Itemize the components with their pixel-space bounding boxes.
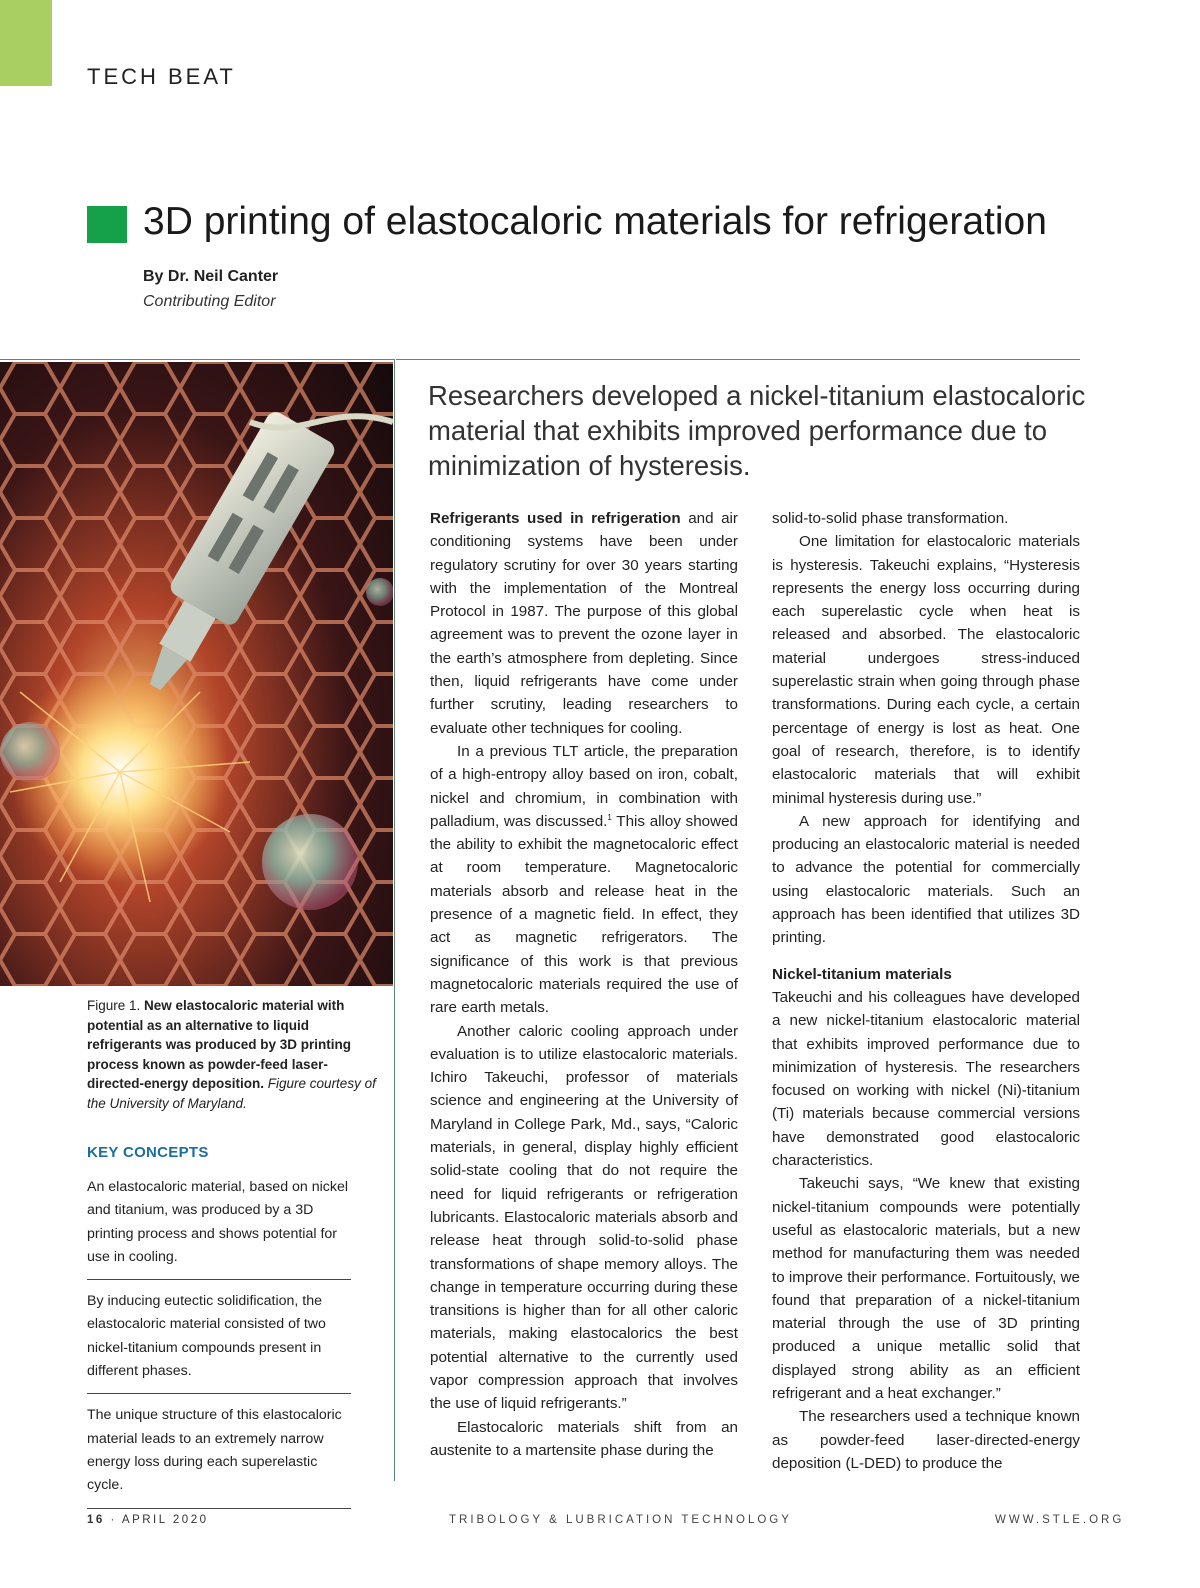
paragraph-text: In a previous TLT article, the preparation of a high-entropy alloy based on iron, cobalt, nickel and chromium, in combination with palladium, was discussed. bbox=[430, 742, 738, 830]
paragraph: Takeuchi and his colleagues have developed a new nickel-titanium elastocaloric material that exhibits improved performance due to minimization of hysteresis. The researchers focused on working with nickel (Ni)-titanium (Ti) materials because commercial versions have demonstrated good elastocaloric characteristics. bbox=[772, 988, 1080, 1170]
paragraph-text: and air conditioning systems have been under regulatory scrutiny for over 30 years starting with the implementation of the Montreal Protocol in 1987. The purpose of this global agreement was to prevent the ozone layer in the earth’s atmosphere from depleting. Since then, liquid refrigerants have come under further scrutiny, leading researchers to evaluate other techniques for cooling. bbox=[430, 510, 738, 737]
paragraph: A new approach for identifying and producing an elastocaloric material is needed to advance the potential for commercially using elastocaloric materials. Such an approach has been identified that utilizes 3D printing. bbox=[772, 812, 1080, 947]
figure-caption bbox=[87, 996, 377, 1113]
paragraph bbox=[430, 507, 738, 740]
article-deck: Researchers developed a nickel-titanium elastocaloric material that exhibits improved performance due to minimization of hysteresis. bbox=[428, 380, 1086, 481]
footer-separator: · bbox=[110, 1514, 117, 1526]
paragraph bbox=[430, 740, 738, 1020]
website-link: WWW.STLE.ORG bbox=[995, 1514, 1125, 1526]
column-divider bbox=[394, 359, 395, 1481]
section-label: TECH BEAT bbox=[87, 64, 236, 89]
footer-page-info bbox=[87, 1514, 209, 1526]
divider-left bbox=[0, 359, 395, 360]
issue-date: APRIL 2020 bbox=[121, 1514, 209, 1526]
key-concept-item: An elastocaloric material, based on nickel and titanium, was produced by a 3D printing process and shows potential for use in cooling. bbox=[87, 1176, 351, 1280]
body-column-2 bbox=[772, 507, 1080, 1475]
paragraph: The researchers used a technique known as powder-feed laser-directed-energy deposition (L-DED) to produce the bbox=[772, 1408, 1080, 1472]
article-title: 3D printing of elastocaloric materials for refrigeration bbox=[143, 200, 1047, 243]
figure-image bbox=[0, 362, 393, 986]
laser-printing-illustration bbox=[0, 362, 393, 986]
paragraph: Takeuchi says, “We knew that existing nickel-titanium compounds were potentially useful as elastocaloric materials, but a new method for manufacturing them was needed to improve their performance. Fortuitously, we found that preparation of a nickel-titanium material through the use of 3D printing produced a unique metallic solid that displayed strong ability as an efficient refrigerant and a heat exchanger.” bbox=[772, 1175, 1080, 1402]
paragraph: One limitation for elastocaloric materials is hysteresis. Takeuchi explains, “Hysteresis represents the energy loss occurring during each superelastic cycle when heat is released and absorbed. The elastocaloric material undergoes stress-induced superelastic strain when going through phase transformations. During each cycle, a certain percentage of energy is lost as heat. One goal of research, therefore, is to identify elastocaloric materials that will exhibit minimal hysteresis during use.” bbox=[772, 533, 1080, 807]
lead-in: Refrigerants used in refrigeration bbox=[430, 510, 681, 527]
page-number: 16 bbox=[87, 1514, 105, 1526]
paragraph: solid-to-solid phase transformation. bbox=[772, 510, 1009, 527]
body-column-1 bbox=[430, 507, 738, 1462]
title-marker bbox=[87, 206, 127, 243]
caption-bold-text: New elastocaloric material with potential as an alternative to liquid refrigerants was produced by 3D printing process known as powder-feed laser-directed-energy deposition. bbox=[87, 998, 352, 1091]
paragraph: Elastocaloric materials shift from an austenite to a martensite phase during the bbox=[430, 1418, 738, 1459]
key-concepts-list bbox=[87, 1176, 351, 1519]
author-role: Contributing Editor bbox=[143, 293, 276, 310]
reference-marker: 1 bbox=[607, 812, 612, 822]
key-concept-item: By inducing eutectic solidification, the elastocaloric material consisted of two nickel-titanium compounds present in different phases. bbox=[87, 1290, 351, 1394]
caption-prefix: Figure 1. bbox=[87, 998, 145, 1013]
subheading: Nickel-titanium materials bbox=[772, 965, 952, 983]
section-color-tab bbox=[0, 0, 52, 86]
paragraph-text: This alloy showed the ability to exhibit the magnetocaloric effect at room temperature. Magnetocaloric materials absorb and release heat in the presence of a magnetic field. In effect, they act as magnetic refrigerators. The significance of this work is that previous magnetocaloric materials required the use of rare earth metals. bbox=[430, 812, 738, 1017]
key-concepts-heading: KEY CONCEPTS bbox=[87, 1144, 209, 1161]
publication-name: TRIBOLOGY & LUBRICATION TECHNOLOGY bbox=[449, 1514, 792, 1526]
byline: By Dr. Neil Canter bbox=[143, 268, 279, 285]
caption-credit: Figure courtesy of the University of Maryland. bbox=[87, 1076, 376, 1111]
key-concept-item: The unique structure of this elastocaloric material leads to an extremely narrow energy loss during each superelastic cycle. bbox=[87, 1404, 351, 1508]
paragraph: Another caloric cooling approach under evaluation is to utilize elastocaloric materials. Ichiro Takeuchi, professor of materials science and engineering at the University of Maryland in College Park, Md., says, “Caloric materials, in general, display highly efficient solid-state cooling that do not require the need for liquid refrigerants or refrigeration lubricants. Elastocaloric materials absorb and release heat through solid-to-solid phase transformations of shape memory alloys. The change in temperature occurring during these transitions is higher than for all other caloric materials, making elastocalorics the best potential alternative to the currently used vapor compression approach that involves the use of liquid refrigerants.” bbox=[430, 1022, 738, 1413]
divider-top bbox=[396, 359, 1080, 360]
